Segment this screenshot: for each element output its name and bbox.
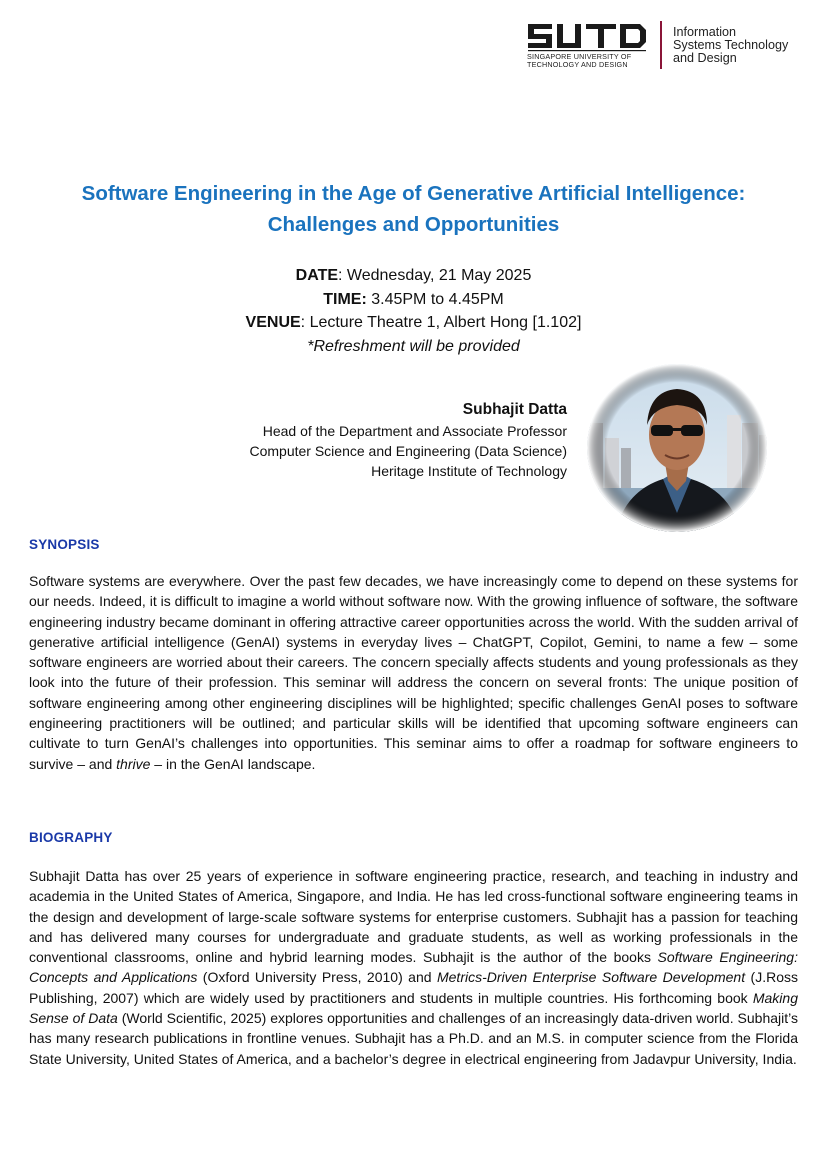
bio-text-part2: (Oxford University Press, 2010) and xyxy=(197,969,437,986)
bio-text-part1: Subhajit Datta has over 25 years of experience in software engineering practice, research, and teaching in industry and academia in the United States of America, Singapore, and India. He has led cross-functional software engineering teams in the design and development of large-scale software systems for enterprise customers. Subhajit has a passion for teaching and has delivered many courses for undergraduate and graduate students, as well as working professionals in the conventional classrooms, online and hybrid learning modes. Subhajit is the author of the books xyxy=(29,868,798,966)
university-name-line2: TECHNOLOGY AND DESIGN xyxy=(527,60,628,70)
date-value: : Wednesday, 21 May 2025 xyxy=(338,267,532,284)
event-details xyxy=(30,264,797,358)
synopsis-heading: SYNOPSIS xyxy=(29,537,100,552)
pillar-name-line2: Systems Technology xyxy=(673,38,789,53)
synopsis-text xyxy=(29,571,798,774)
refreshment-note: *Refreshment will be provided xyxy=(307,337,520,355)
time-value: 3.45PM to 4.45PM xyxy=(366,290,504,308)
pillar-name-line3: and Design xyxy=(673,51,737,66)
university-name xyxy=(527,53,631,70)
bio-book3-title: Making Sense of Data xyxy=(29,989,798,1027)
sutd-istd-logo xyxy=(526,20,816,72)
pillar-name xyxy=(673,26,788,66)
event-date xyxy=(30,264,797,288)
pillar-name-line1: Information xyxy=(673,25,736,39)
seminar-title-line1: Software Engineering in the Age of Generative Artificial Intelligence: xyxy=(81,182,746,205)
speaker-info xyxy=(249,400,567,481)
event-time xyxy=(30,288,797,312)
venue-label: VENUE xyxy=(245,314,301,331)
bio-book2-title: Metrics-Driven Enterprise Software Development xyxy=(436,969,746,986)
bio-book1-title: Software Engineering: Concepts and Applications xyxy=(29,949,798,986)
speaker-photo xyxy=(585,363,770,533)
event-venue xyxy=(30,311,797,335)
synopsis-paragraph-end: – in the GenAI landscape. xyxy=(150,755,316,772)
logo-divider xyxy=(660,21,662,69)
speaker-name: Subhajit Datta xyxy=(462,401,567,418)
bio-text-part3: (J.Ross Publishing, 2007) which are widely used by practitioners and students in multiple countries. His forthcoming book xyxy=(29,969,798,1006)
seminar-title xyxy=(30,178,797,240)
bio-text-part4: (World Scientific, 2025) explores opportunities and challenges of an increasingly data-driven world. Subhajit’s has many research publications in frontline venues. Subhajit has a Ph.D. and an M.S. in computer science from the Florida State University, United States of America, and a bachelor’s degree in electrical engineering from Jadavpur University, India. xyxy=(29,1010,798,1067)
sutd-logo-mark xyxy=(526,20,648,52)
speaker-role: Head of the Department and Associate Professor xyxy=(262,423,567,439)
biography-heading: BIOGRAPHY xyxy=(29,830,113,845)
seminar-title-line2: Challenges and Opportunities xyxy=(267,213,560,236)
synopsis-emphasis: thrive xyxy=(116,755,151,772)
date-label: DATE xyxy=(295,267,339,284)
time-label: TIME: xyxy=(323,290,367,308)
venue-value: : Lecture Theatre 1, Albert Hong [1.102] xyxy=(300,314,582,331)
speaker-institution: Heritage Institute of Technology xyxy=(371,463,567,479)
university-name-line1: SINGAPORE UNIVERSITY OF xyxy=(527,52,632,61)
speaker-department: Computer Science and Engineering (Data Science) xyxy=(249,443,567,459)
biography-text xyxy=(29,866,798,1069)
synopsis-paragraph: Software systems are everywhere. Over the past few decades, we have increasingly come to depend on these systems for our needs. Indeed, it is difficult to imagine a world without software now. With the growing influence of software, the software engineering industry became dominant in offering attractive career opportunities across the world. With the sudden arrival of generative artificial intelligence (GenAI) systems in everyday lives – ChatGPT, Copilot, Gemini, to name a few – some software engineers are worried about their careers. The concern specially affects students and young professionals as they look into the future of their profession. This seminar will address the concern on several fronts: The unique position of software engineering among other engineering disciplines will be highlighted; specific challenges GenAI poses to software engineering practitioners will be outlined; and particular skills will be identified that upcoming software engineers can cultivate to turn GenAI’s challenges into opportunities. This seminar aims to offer a roadmap for software engineers to survive – and xyxy=(29,573,798,772)
